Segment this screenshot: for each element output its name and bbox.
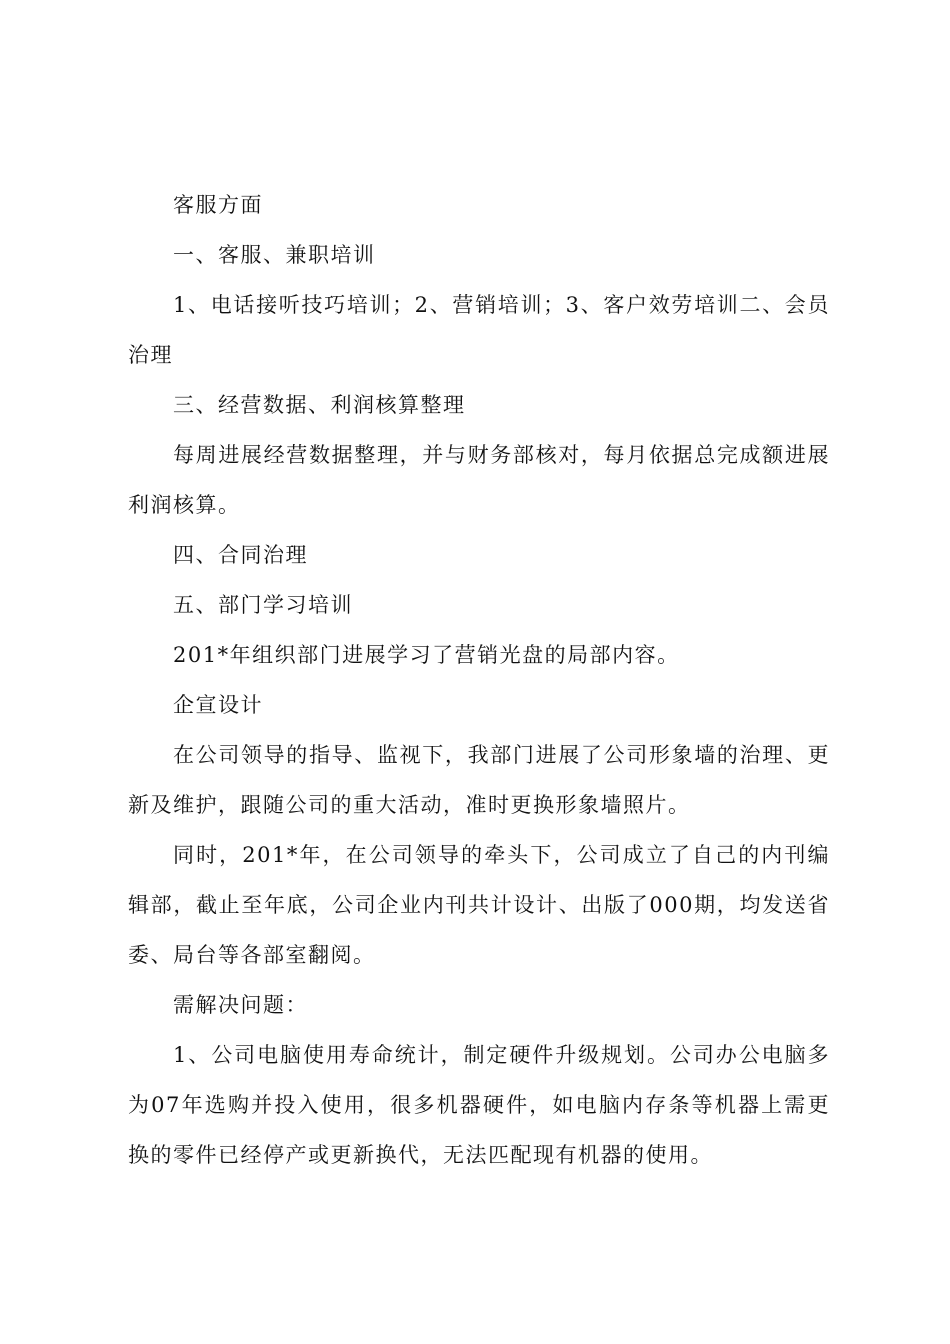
paragraph-section-4: 四、合同治理	[173, 543, 308, 567]
paragraph-issues-heading: 需解决问题：	[173, 993, 308, 1017]
paragraph-section-5: 五、部门学习培训	[173, 593, 353, 617]
paragraph-computer-issue: 1、公司电脑使用寿命统计，制定硬件升级规划。公司办公电脑多为07年选购并投入使用，很多机器硬件，如电脑内存条等机器上需更换的零件已经停产或更新换代，无法匹配现有机器的使用。	[128, 1043, 830, 1167]
paragraph-internal-journal: 同时，201*年，在公司领导的牵头下，公司成立了自己的内刊编辑部，截止至年底，公司企业内刊共计设计、出版了000期，均发送省委、局台等各部室翻阅。	[128, 843, 830, 967]
paragraph-section-3: 三、经营数据、利润核算整理	[173, 393, 466, 417]
paragraph-learning: 201*年组织部门进展学习了营销光盘的局部内容。	[173, 643, 680, 667]
paragraph-section-1: 一、客服、兼职培训	[173, 243, 376, 267]
paragraph-design-heading: 企宣设计	[173, 693, 263, 717]
paragraph-data-accounting: 每周进展经营数据整理，并与财务部核对，每月依据总完成额进展利润核算。	[128, 443, 830, 517]
paragraph-image-wall: 在公司领导的指导、监视下，我部门进展了公司形象墙的治理、更新及维护，跟随公司的重大活动，准时更换形象墙照片。	[128, 743, 830, 817]
paragraph-training-list: 1、电话接听技巧培训；2、营销培训；3、客户效劳培训二、会员治理	[128, 293, 830, 367]
paragraph-customer-service-heading: 客服方面	[173, 193, 263, 217]
document-body	[128, 180, 830, 1180]
